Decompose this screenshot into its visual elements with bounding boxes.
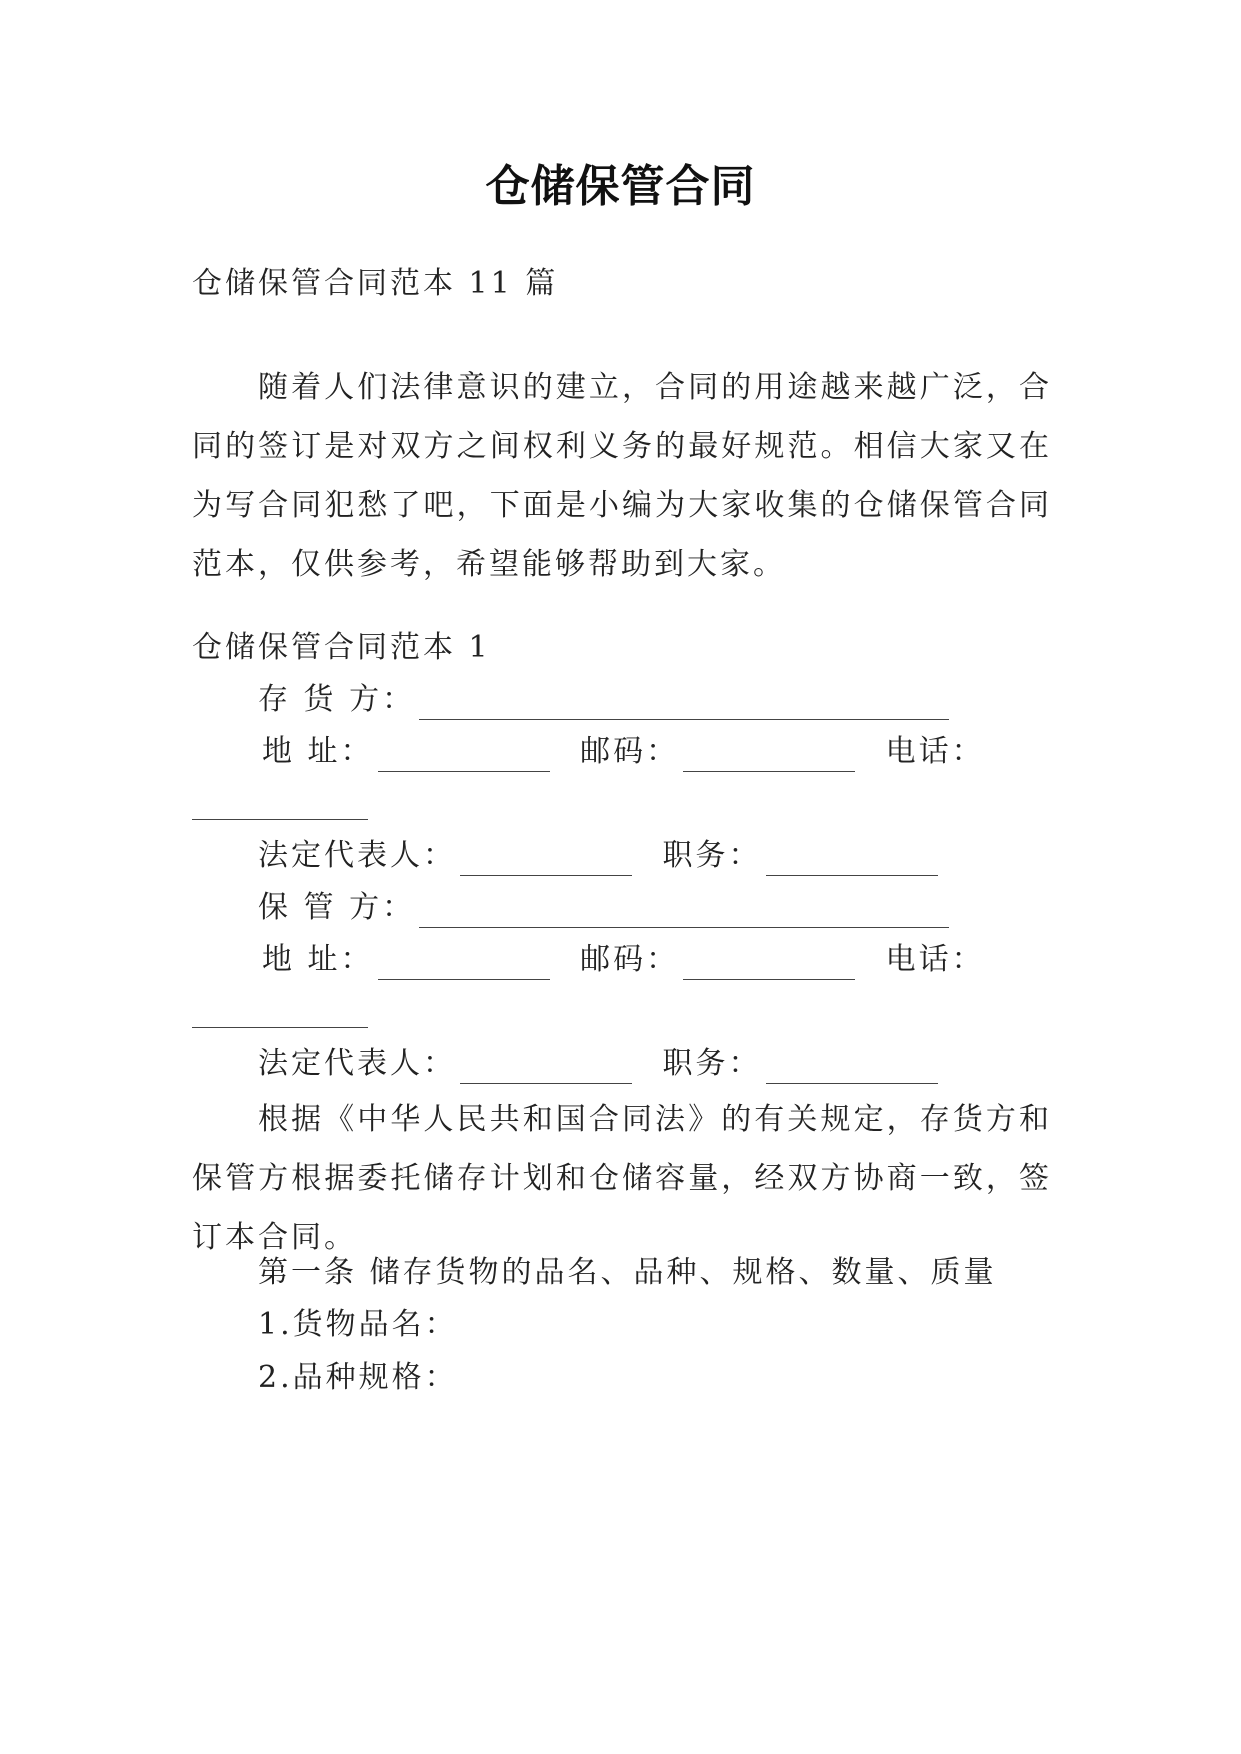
- custodian-address-blank[interactable]: [378, 945, 550, 980]
- custodian-postcode-label: 邮码：: [580, 942, 680, 977]
- depositor-party-line: [258, 680, 953, 720]
- custodian-postcode-blank[interactable]: [683, 945, 855, 980]
- depositor-position-label: 职务：: [662, 838, 762, 873]
- custodian-phone-line: [192, 988, 368, 1028]
- custodian-party-blank[interactable]: [419, 893, 949, 928]
- depositor-party-blank[interactable]: [419, 685, 949, 720]
- depositor-rep-line: [258, 836, 942, 876]
- intro-paragraph: [192, 358, 1052, 594]
- depositor-rep-blank[interactable]: [460, 841, 632, 876]
- custodian-address-label: 地 址：: [262, 942, 374, 977]
- depositor-rep-label: 法定代表人：: [258, 838, 456, 873]
- custodian-party-line: [258, 888, 953, 928]
- custodian-contact-line: [262, 940, 985, 980]
- depositor-phone-label: 电话：: [885, 734, 985, 769]
- custodian-party-label: 保 管 方：: [258, 890, 416, 925]
- intro-text: 随着人们法律意识的建立，合同的用途越来越广泛，合同的签订是对双方之间权利义务的最好规范。相信大家又在为写合同犯愁了吧，下面是小编为大家收集的仓储保管合同范本，仅供参考，希望能够帮助到大家。: [192, 370, 1052, 582]
- custodian-phone-label: 电话：: [885, 942, 985, 977]
- custodian-rep-blank[interactable]: [460, 1049, 632, 1084]
- document-title: 仓储保管合同: [485, 161, 756, 212]
- basis-text: 根据《中华人民共和国合同法》的有关规定，存货方和保管方根据委托储存计划和仓储容量，经双方协商一致，签订本合同。: [192, 1102, 1052, 1255]
- depositor-postcode-blank[interactable]: [683, 737, 855, 772]
- custodian-rep-label: 法定代表人：: [258, 1046, 456, 1081]
- depositor-phone-blank[interactable]: [192, 785, 368, 820]
- custodian-position-label: 职务：: [662, 1046, 762, 1081]
- depositor-contact-line: [262, 732, 985, 772]
- article-1-item-2: 2.品种规格：: [258, 1360, 458, 1395]
- basis-paragraph: [192, 1090, 1052, 1267]
- depositor-address-label: 地 址：: [262, 734, 374, 769]
- depositor-position-blank[interactable]: [766, 841, 938, 876]
- depositor-phone-line: [192, 780, 368, 820]
- article-1-item-1: 1.货物品名：: [258, 1307, 458, 1342]
- custodian-rep-line: [258, 1044, 942, 1084]
- section-heading: 仓储保管合同范本 1: [192, 630, 491, 665]
- custodian-position-blank[interactable]: [766, 1049, 938, 1084]
- depositor-address-blank[interactable]: [378, 737, 550, 772]
- document-subtitle: 仓储保管合同范本 11 篇: [192, 266, 559, 301]
- article-1-heading: 第一条 储存货物的品名、品种、规格、数量、质量: [258, 1255, 997, 1290]
- depositor-postcode-label: 邮码：: [580, 734, 680, 769]
- depositor-party-label: 存 货 方：: [258, 682, 416, 717]
- custodian-phone-blank[interactable]: [192, 993, 368, 1028]
